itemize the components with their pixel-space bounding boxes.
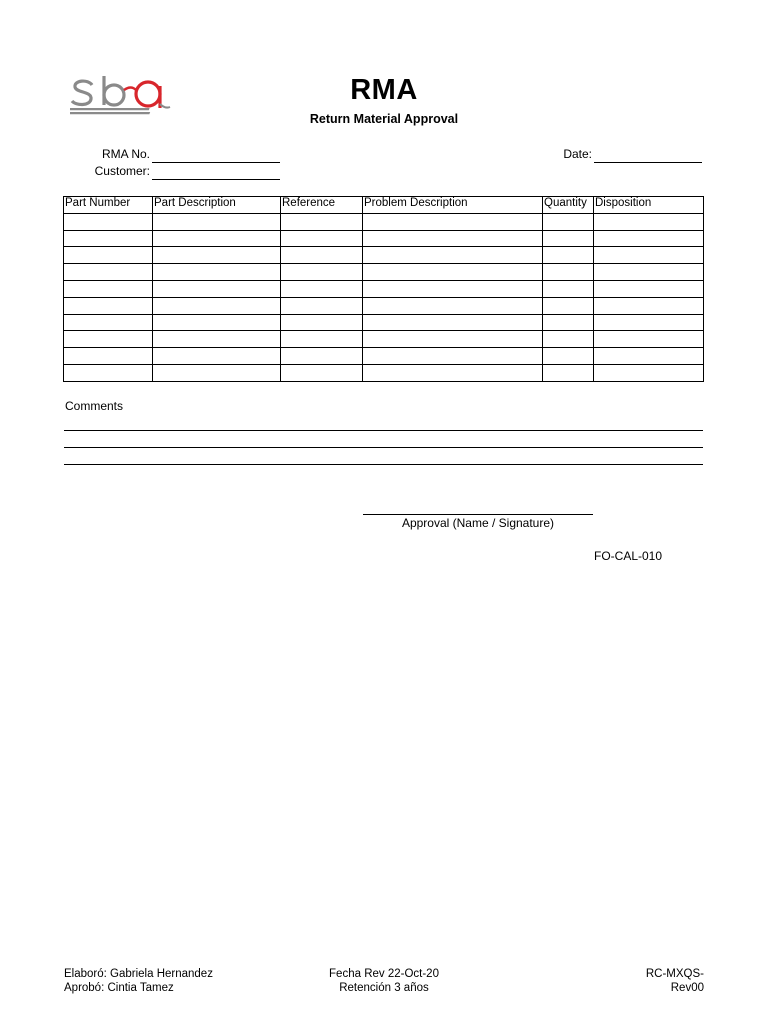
table-header-row [64,197,704,214]
table-cell[interactable] [543,247,594,264]
approval-label: Approval (Name / Signature) [401,516,555,530]
table-cell[interactable] [594,280,704,297]
form-code: FO-CAL-010 [594,549,663,563]
table-cell[interactable] [594,348,704,365]
table-cell[interactable] [363,297,543,314]
table-cell[interactable] [153,230,281,247]
column-header-part-number: Part Number [64,197,153,214]
table-cell[interactable] [281,280,363,297]
comment-line[interactable] [64,447,703,448]
table-cell[interactable] [543,314,594,331]
page-title: RMA [350,74,418,106]
table-cell[interactable] [363,213,543,230]
footer-elaboro: Elaboró: Gabriela Hernandez [64,968,213,980]
table-cell[interactable] [153,314,281,331]
table-cell[interactable] [363,264,543,281]
table-cell[interactable] [153,331,281,348]
footer-fecha-rev: Fecha Rev 22-Oct-20 [329,968,439,980]
column-header-part-description: Part Description [153,197,281,214]
table-cell[interactable] [594,364,704,381]
table-cell[interactable] [153,297,281,314]
table-cell[interactable] [363,280,543,297]
table-cell[interactable] [153,264,281,281]
table-cell[interactable] [153,213,281,230]
table-cell[interactable] [64,264,153,281]
table-row [64,213,704,230]
table-row [64,247,704,264]
footer-aprobo: Aprobó: Cintia Tamez [64,982,174,994]
column-header-disposition: Disposition [594,197,704,214]
date-label: Date: [563,147,592,161]
table-cell[interactable] [281,297,363,314]
table-cell[interactable] [363,247,543,264]
table-cell[interactable] [64,213,153,230]
table-row [64,331,704,348]
table-cell[interactable] [153,348,281,365]
table-cell[interactable] [281,264,363,281]
table-cell[interactable] [64,230,153,247]
table-cell[interactable] [281,348,363,365]
table-cell[interactable] [64,247,153,264]
comment-line[interactable] [64,464,703,465]
date-field[interactable] [594,148,702,163]
table-cell[interactable] [363,230,543,247]
table-cell[interactable] [363,364,543,381]
table-cell[interactable] [363,348,543,365]
column-header-quantity: Quantity [543,197,594,214]
table-cell[interactable] [153,247,281,264]
footer-retencion: Retención 3 años [339,982,429,994]
table-row [64,230,704,247]
table-cell[interactable] [543,297,594,314]
table-cell[interactable] [543,264,594,281]
column-header-problem-description: Problem Description [363,197,543,214]
rma-number-field[interactable] [152,148,280,163]
table-cell[interactable] [543,364,594,381]
table-cell[interactable] [153,280,281,297]
table-cell[interactable] [281,331,363,348]
footer-doc-revision: Rev00 [670,982,704,994]
table-cell[interactable] [363,331,543,348]
approval-signature-line[interactable] [363,514,593,515]
table-row [64,264,704,281]
table-cell[interactable] [594,264,704,281]
table-cell[interactable] [363,314,543,331]
table-cell[interactable] [543,348,594,365]
table-cell[interactable] [64,280,153,297]
table-cell[interactable] [64,348,153,365]
customer-field[interactable] [152,165,280,180]
table-cell[interactable] [543,213,594,230]
comments-label: Comments [65,399,124,413]
table-row [64,280,704,297]
table-cell[interactable] [281,247,363,264]
table-cell[interactable] [543,280,594,297]
table-cell[interactable] [281,314,363,331]
table-cell[interactable] [543,331,594,348]
table-cell[interactable] [594,297,704,314]
footer-left [64,967,213,995]
table-cell[interactable] [594,331,704,348]
rma-number-label: RMA No. [101,147,150,161]
table-cell[interactable] [64,331,153,348]
table-cell[interactable] [594,247,704,264]
table-cell[interactable] [281,213,363,230]
table-cell[interactable] [64,314,153,331]
table-cell[interactable] [543,230,594,247]
comment-line[interactable] [64,430,703,431]
page-subtitle: Return Material Approval [309,112,459,126]
table-cell[interactable] [594,314,704,331]
table-cell[interactable] [64,297,153,314]
footer-doc-code: RC-MXQS- [645,968,704,980]
table-cell[interactable] [64,364,153,381]
parts-table [63,196,704,382]
footer-center [300,967,468,995]
footer-right [620,967,704,995]
table-cell[interactable] [594,213,704,230]
table-cell[interactable] [153,364,281,381]
table-row [64,297,704,314]
table-cell[interactable] [281,364,363,381]
column-header-reference: Reference [281,197,363,214]
customer-label: Customer: [94,164,150,178]
table-row [64,364,704,381]
table-cell[interactable] [281,230,363,247]
table-row [64,348,704,365]
table-cell[interactable] [594,230,704,247]
table-row [64,314,704,331]
